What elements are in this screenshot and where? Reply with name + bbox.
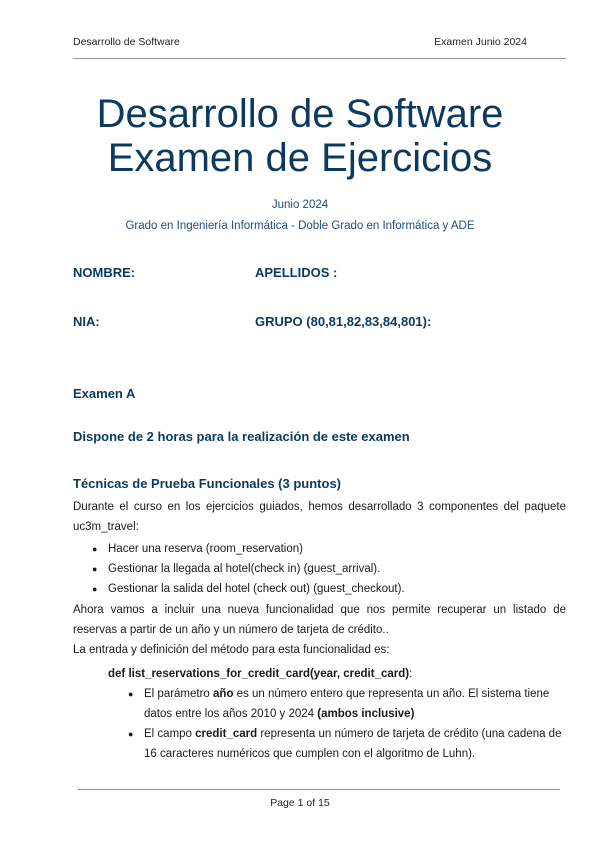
page-number: Page 1 of 15 — [270, 797, 330, 809]
intro-paragraph — [73, 497, 566, 537]
header-exam-date: Examen Junio 2024 — [434, 36, 527, 48]
new-feature-paragraph — [73, 600, 566, 660]
section-title: Técnicas de Prueba Funcionales (3 puntos) — [73, 476, 342, 491]
title-line-2: Examen de Ejercicios — [107, 136, 493, 180]
title-line-1: Desarrollo de Software — [96, 92, 504, 136]
header-divider — [73, 58, 566, 59]
para2-line-2: reservas a partir de un año y un número de tarjeta de crédito.. — [73, 624, 389, 636]
bullet-icon: ● — [128, 729, 134, 739]
exam-variant: Examen A — [73, 386, 136, 401]
method-code: def list_reservations_for_credit_card(year, credit_card) — [108, 668, 410, 680]
intro-line-1: Durante el curso en los ejercicios guiados, hemos desarrollado 3 componentes del paquete — [73, 501, 566, 513]
list-item: ● El parámetro año es un número entero que representa un año. El sistema tiene datos entre los años 2010 y 2024 (ambos inclusive) — [128, 684, 566, 724]
document-title — [0, 92, 600, 180]
footer-divider — [78, 789, 560, 790]
list-item: ● El campo credit_card representa un número de tarjeta de crédito (una cadena de 16 caracteres numéricos que cumplen con el algoritmo de Luhn). — [128, 724, 566, 764]
degree-programs: Grado en Ingeniería Informática - Doble Grado en Informática y ADE — [125, 220, 475, 232]
apellidos-label: APELLIDOS : — [255, 265, 338, 280]
bullet-icon: ● — [92, 564, 98, 574]
method-signature: def list_reservations_for_credit_card(year, credit_card): — [108, 668, 413, 680]
parameter-list — [128, 684, 566, 764]
nombre-label: NOMBRE: — [73, 265, 136, 280]
bullet-icon: ● — [92, 584, 98, 594]
para3-line: La entrada y definición del método para esta funcionalidad es: — [73, 644, 390, 656]
component-list — [92, 539, 405, 599]
list-item: ● Hacer una reserva (room_reservation) — [92, 539, 405, 559]
exam-date: Junio 2024 — [271, 199, 329, 211]
intro-line-2: uc3m_travel: — [73, 521, 139, 533]
header-course: Desarrollo de Software — [73, 36, 180, 48]
grupo-label: GRUPO (80,81,82,83,84,801): — [255, 314, 432, 329]
page-header — [73, 36, 527, 50]
bullet-icon: ● — [128, 689, 134, 699]
nia-label: NIA: — [73, 314, 100, 329]
bullet-icon: ● — [92, 544, 98, 554]
exam-duration: Dispone de 2 horas para la realización de este examen — [73, 429, 410, 444]
para2-line-1: Ahora vamos a incluir una nueva funcionalidad que nos permite recuperar un listado de — [73, 604, 566, 616]
list-item: ● Gestionar la salida del hotel (check out) (guest_checkout). — [92, 579, 405, 599]
list-item: ● Gestionar la llegada al hotel(check in) (guest_arrival). — [92, 559, 405, 579]
